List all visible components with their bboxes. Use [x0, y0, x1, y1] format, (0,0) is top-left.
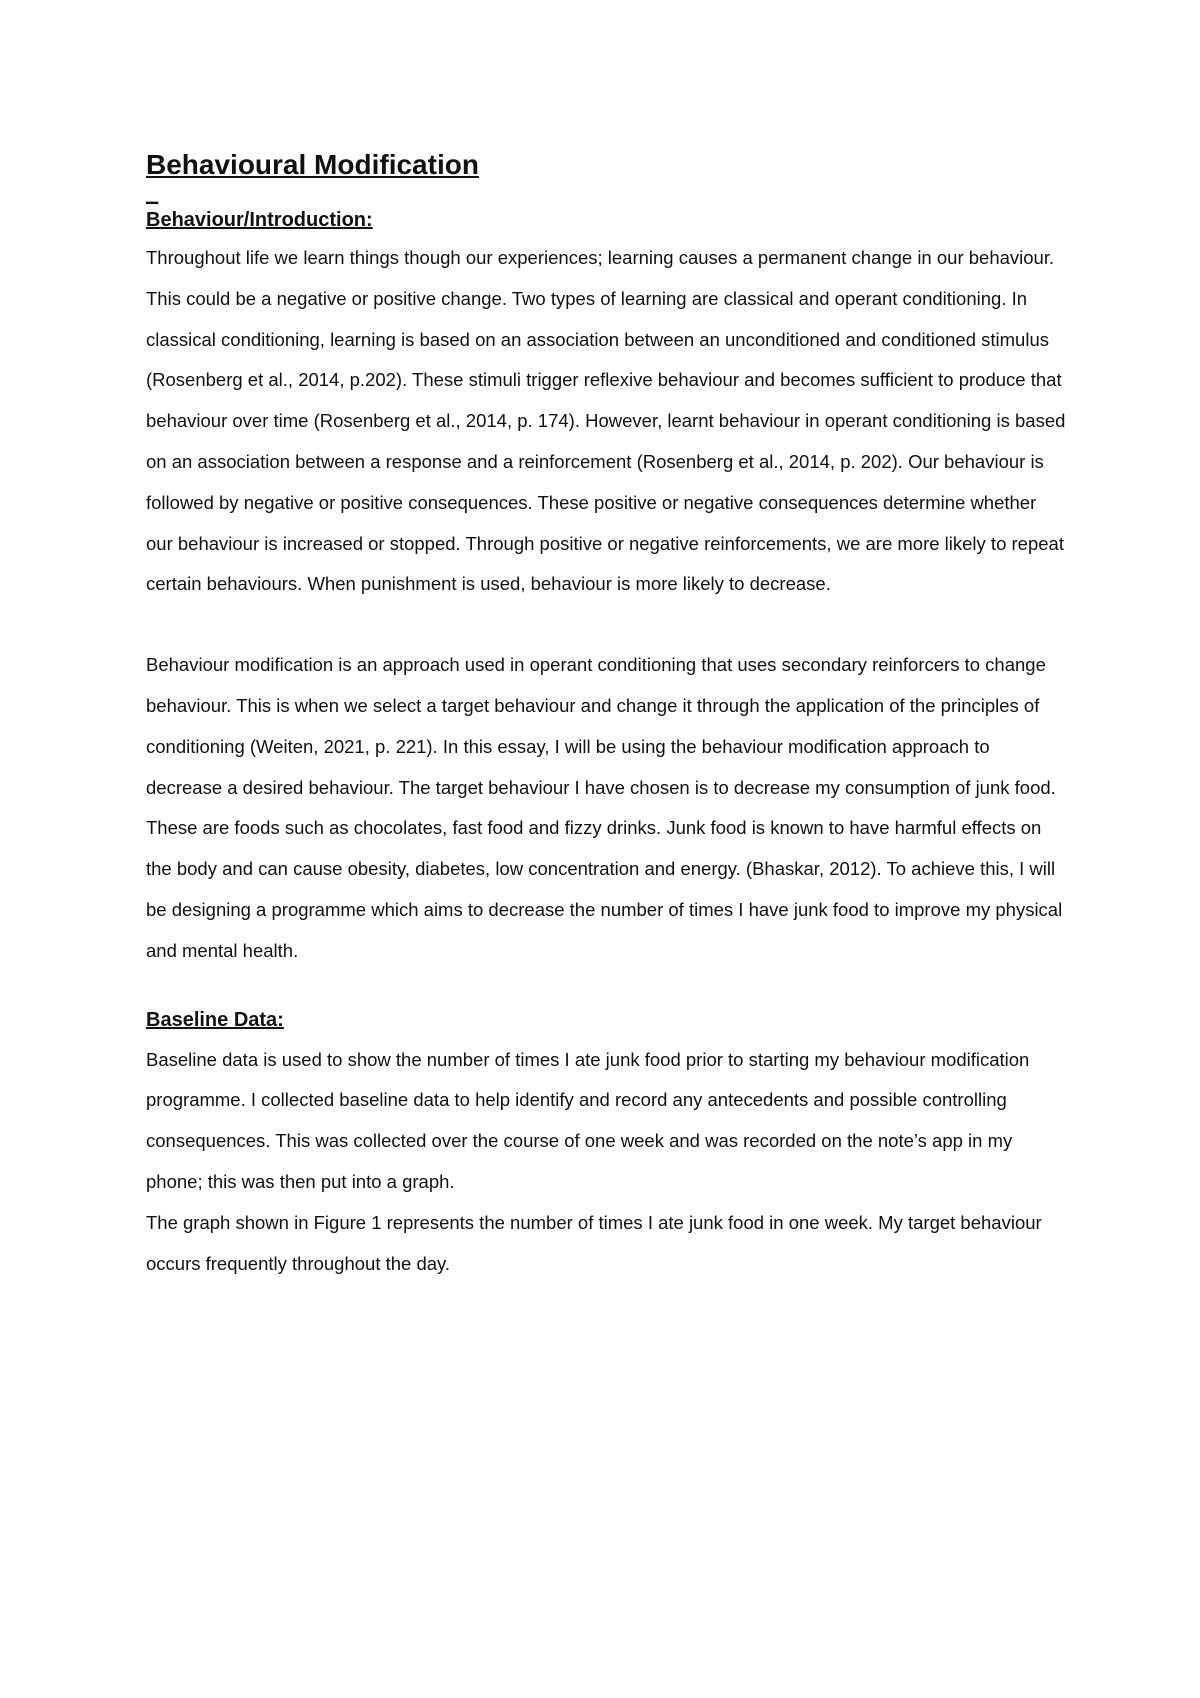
section-heading-introduction: Behaviour/Introduction: — [146, 209, 373, 231]
document-title: Behavioural Modification — [146, 149, 479, 180]
paragraph-baseline-2: The graph shown in Figure 1 represents the number of times I ate junk food in one week. My target behaviour occurs frequently throughout the day. — [146, 1211, 1042, 1274]
paragraph-introduction-1: Throughout life we learn things though our experiences; learning causes a permanent change in our behaviour. This could be a negative or positive change. Two types of learning are classical and operant conditioning. In classical conditioning, learning is based on an association between an unconditioned and conditioned stimulus (Rosenberg et al., 2014, p.202). These stimuli trigger reflexive behaviour and becomes sufficient to produce that behaviour over time (Rosenberg et al., 2014, p. 174). However, learnt behaviour in operant conditioning is based on an association between a response and a reinforcement (Rosenberg et al., 2014, p. 202). Our behaviour is followed by negative or positive consequences. These positive or negative consequences determine whether our behaviour is increased or stopped. Through positive or negative reinforcements, we are more likely to repeat certain behaviours. When punishment is used, behaviour is more likely to decrease. — [146, 247, 1066, 595]
paragraph-baseline-1: Baseline data is used to show the number of times I ate junk food prior to starting my behaviour modification programme. I collected baseline data to help identify and record any antecedents and possible controlling consequences. This was collected over the course of one week and was recorded on the note’s app in my phone; this was then put into a graph. — [146, 1048, 1030, 1192]
section-heading-baseline-data: Baseline Data: — [146, 1008, 284, 1031]
title-underline-mark: _ — [146, 180, 159, 205]
paragraph-introduction-2: Behaviour modification is an approach used in operant conditioning that uses secondary reinforcers to change behaviour. This is when we select a target behaviour and change it through the application of the principles of conditioning (Weiten, 2021, p. 221). In this essay, I will be using the behaviour modification approach to decrease a desired behaviour. The target behaviour I have chosen is to decrease my consumption of junk food. These are foods such as chocolates, fast food and fizzy drinks. Junk food is known to have harmful effects on the body and can cause obesity, diabetes, low concentration and energy. (Bhaskar, 2012). To achieve this, I will be designing a programme which aims to decrease the number of times I have junk food to improve my physical and mental health. — [146, 654, 1063, 961]
document-body — [146, 146, 1066, 1284]
